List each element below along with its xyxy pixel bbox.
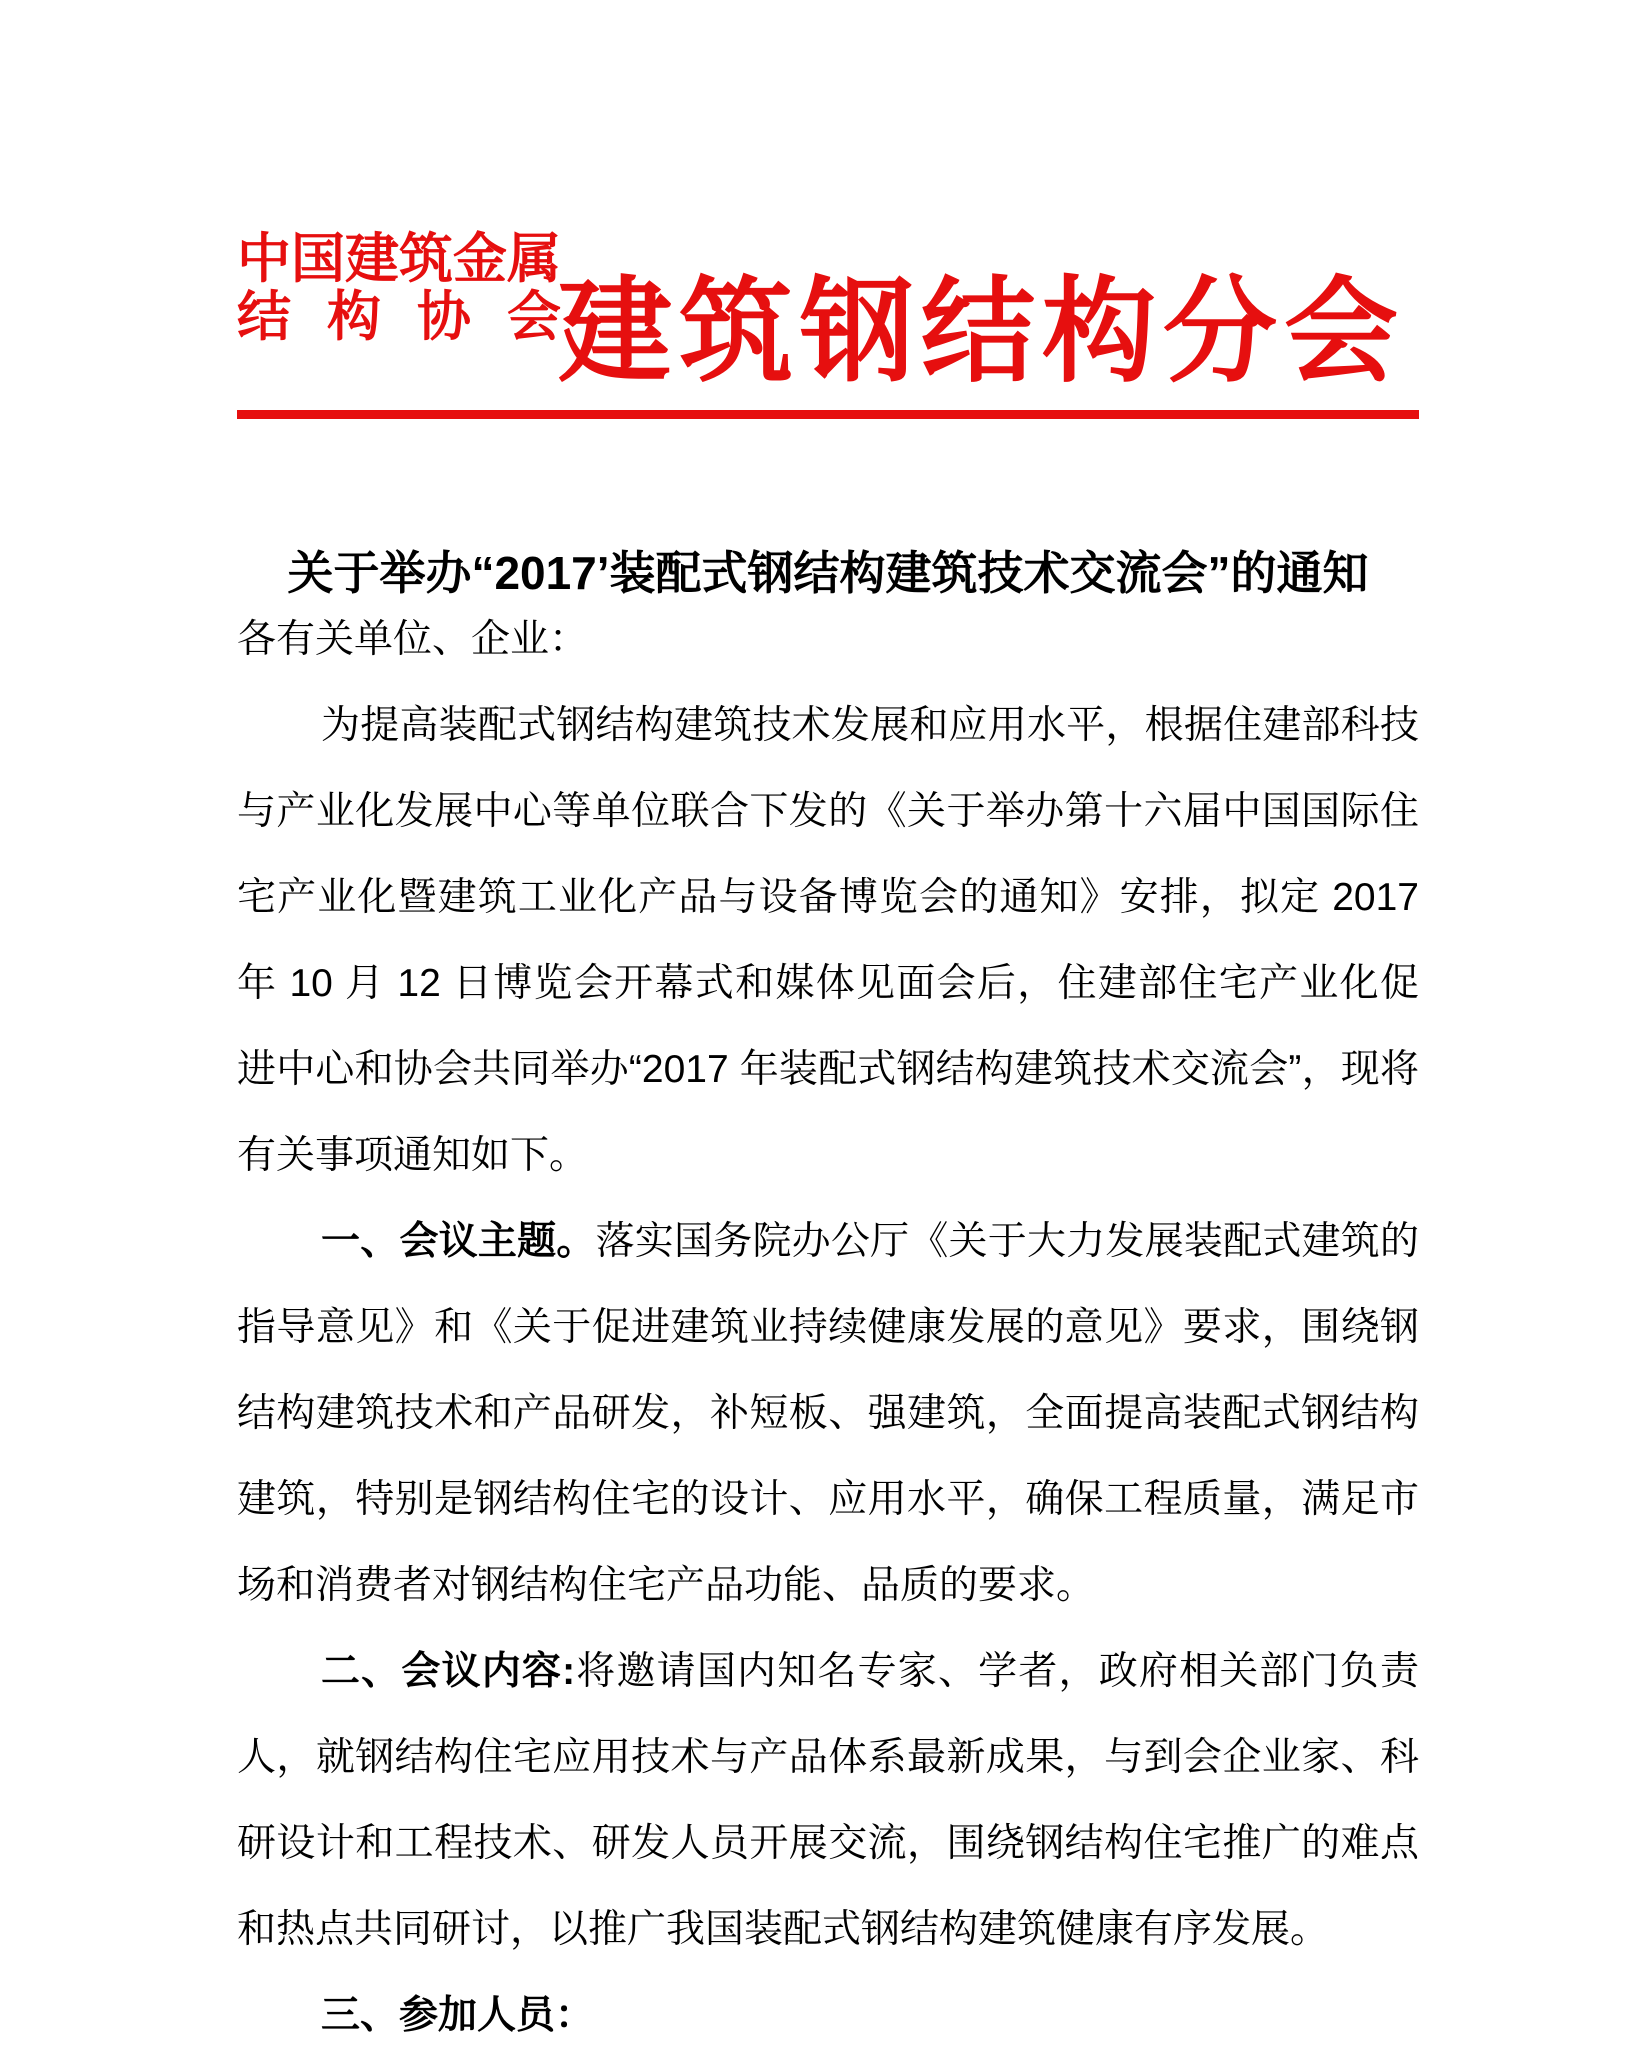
body-line-text: 为提高装配式钢结构建筑技术发展和应用水平，根据住建部科技 xyxy=(321,704,1419,747)
org-name xyxy=(237,230,561,346)
body-line xyxy=(237,615,1419,701)
body-line xyxy=(237,787,1419,873)
notice-body xyxy=(237,615,1419,2046)
body-line-text: 建筑，特别是钢结构住宅的设计、应用水平，确保工程质量，满足市 xyxy=(237,1478,1419,1521)
body-line-text: 将邀请国内知名专家、学者，政府相关部门负责 xyxy=(575,1650,1419,1693)
body-line xyxy=(237,1303,1419,1389)
branch-name: 建筑钢结构分会 xyxy=(558,269,1406,396)
org-name-line1: 中国建筑金属 xyxy=(237,229,561,289)
body-line-text: 年 10 月 12 日博览会开幕式和媒体见面会后，住建部住宅产业化促 xyxy=(237,962,1419,1005)
body-line xyxy=(237,1131,1419,1217)
body-line xyxy=(237,1991,1419,2046)
section-heading: 一、会议主题。 xyxy=(321,1220,596,1263)
body-line-text: 人，就钢结构住宅应用技术与产品体系最新成果，与到会企业家、科 xyxy=(237,1736,1419,1779)
body-line-text: 各有关单位、企业： xyxy=(237,618,589,661)
body-line-text: 研设计和工程技术、研发人员开展交流，围绕钢结构住宅推广的难点 xyxy=(237,1822,1419,1865)
body-line xyxy=(237,1475,1419,1561)
body-line xyxy=(237,1217,1419,1303)
body-line-text: 场和消费者对钢结构住宅产品功能、品质的要求。 xyxy=(237,1564,1096,1607)
body-line-text: 宅产业化暨建筑工业化产品与设备博览会的通知》安排，拟定 2017 xyxy=(237,876,1419,919)
body-line xyxy=(237,1819,1419,1905)
org-name-line2: 结构协会 xyxy=(237,287,561,347)
body-line xyxy=(237,1561,1419,1647)
body-line-text: 和热点共同研讨，以推广我国装配式钢结构建筑健康有序发展。 xyxy=(237,1908,1330,1951)
body-line-text: 结构建筑技术和产品研发，补短板、强建筑，全面提高装配式钢结构 xyxy=(237,1392,1419,1435)
body-line xyxy=(237,959,1419,1045)
body-line-text: 有关事项通知如下。 xyxy=(237,1134,589,1177)
body-line-text: 指导意见》和《关于促进建筑业持续健康发展的意见》要求，围绕钢 xyxy=(237,1306,1419,1349)
body-line-text: 进中心和协会共同举办“2017 年装配式钢结构建筑技术交流会”，现将 xyxy=(237,1048,1419,1091)
body-line xyxy=(237,1905,1419,1991)
red-divider xyxy=(237,410,1419,419)
section-heading: 二、会议内容: xyxy=(321,1650,576,1693)
body-line xyxy=(237,1647,1419,1733)
body-line xyxy=(237,1389,1419,1475)
section-heading: 三、参加人员： xyxy=(321,1994,595,2037)
body-line xyxy=(237,873,1419,959)
notice-title: 关于举办“2017’装配式钢结构建筑技术交流会”的通知 xyxy=(287,547,1369,599)
body-line xyxy=(237,1045,1419,1131)
body-line xyxy=(237,1733,1419,1819)
body-line xyxy=(237,701,1419,787)
body-line-text: 落实国务院办公厅《关于大力发展装配式建筑的 xyxy=(595,1220,1419,1263)
body-line-text: 与产业化发展中心等单位联合下发的《关于举办第十六届中国国际住 xyxy=(237,790,1419,833)
